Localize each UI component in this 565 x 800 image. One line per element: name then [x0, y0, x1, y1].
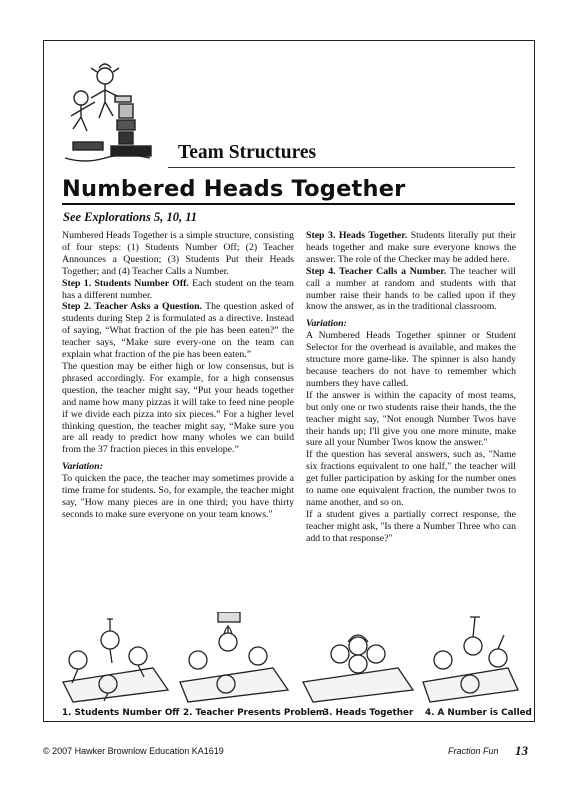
step-2-paragraph — [62, 301, 294, 361]
section-title: Team Structures — [178, 142, 317, 163]
footer-book-title: Fraction Fun — [448, 746, 499, 756]
step-2-text: The question asked of students during Step 2 is formulated as a directive. Instead of saying, “What fraction of the pie has been eaten?” the teacher says, “Make sure every-one on the team can explain what fraction of the pie has been eaten.” — [62, 301, 294, 361]
caption-students-number-off: 1. Students Number Off — [62, 708, 180, 718]
variation-paragraph: A Numbered Heads Together spinner or Student Selector for the overhead is available, and makes the structure more game-like. The spinner is also handy because teachers do not have to remember which numbers they have called. — [306, 330, 516, 389]
four-stage-team-illustration — [58, 612, 520, 704]
caption-number-is-called: 4. A Number is Called — [425, 708, 532, 718]
step-3-paragraph — [306, 230, 516, 266]
variation-paragraph: To quicken the pace, the teacher may sometimes provide a time frame for students. So, for example, the teacher might say, "How many pieces are in one third; you have thirty seconds to make sure everyone on your team knows." — [62, 473, 294, 520]
left-text-column — [62, 230, 294, 521]
step-1-text: Each student on the team has a different number. — [62, 277, 294, 301]
explorations-reference: See Explorations 5, 10, 11 — [63, 210, 198, 224]
title-rule — [62, 203, 515, 205]
page-number: 13 — [515, 743, 528, 758]
heads-together-drawing — [303, 635, 413, 702]
variation-heading: Variation: — [306, 318, 347, 330]
step-3-label: Step 3. Heads Together. — [306, 230, 408, 241]
answer-capacity-paragraph: If the answer is within the capacity of most teams, but only one or two students raise their hands, the the teacher might say, "Not enough Number Twos have their hands up; I'll give you one more minute, make sure all your Number Twos know the answer." — [306, 389, 516, 449]
teacher-presents-problem-drawing — [180, 612, 288, 702]
step-4-paragraph — [306, 266, 516, 314]
step-3-text: Students literally put their heads together and make sure everyone knows the answer. The role of the Checker may be added here. — [306, 230, 516, 265]
intro-paragraph: Numbered Heads Together is a simple structure, consisting of four steps: (1) Students Number Off; (2) Teacher Announces a Question; (3) Students Put their Heads Together; and (4) Teacher Calls a Number. — [62, 230, 294, 277]
children-building-illustration — [63, 58, 163, 168]
variation-heading: Variation: — [62, 461, 103, 473]
several-answers-paragraph: If the question has several answers, such as, "Name six fractions equivalent to one half," the teacher will get fuller participation by asking for the number ones to name one equivalent fraction, the number twos to name another, and so on. — [306, 449, 516, 508]
step-2-label: Step 2. Teacher Asks a Question. — [62, 301, 202, 313]
step-4-text: The teacher will call a number at random and students with that number raise their hands to be called upon if they know the answer, as in the traditional classroom. — [306, 265, 516, 313]
partial-response-paragraph: If a student gives a partially correct response, the teacher might ask, "Is there a Number Three who can add to that response?" — [306, 508, 516, 544]
step-4-label: Step 4. Teacher Calls a Number. — [306, 265, 447, 277]
step-1-label: Step 1. Students Number Off. — [62, 277, 189, 289]
step-1-paragraph — [62, 278, 294, 302]
page-title: Numbered Heads Together — [62, 176, 406, 202]
students-number-off-drawing — [63, 619, 168, 702]
caption-teacher-presents-problem: 2. Teacher Presents Problem — [183, 708, 326, 718]
consensus-paragraph: The question may be either high or low consensus, but is phrased accordingly. For example, for a high consensus question, the teacher might say, “Put your heads together and name how many pizzas it will take to feed nine people if we divide each pizza into six pieces.” For a higher level thinking question, the teacher might say, “Make sure you are all ready to predict how many wholes we can build from the 37 fraction pieces in this envelope.” — [62, 360, 294, 456]
number-is-called-drawing — [423, 617, 518, 702]
right-text-column — [306, 230, 516, 545]
section-rule — [168, 167, 515, 168]
footer-copyright: © 2007 Hawker Brownlow Education KA1619 — [43, 746, 224, 756]
caption-heads-together: 3. Heads Together — [323, 708, 414, 718]
